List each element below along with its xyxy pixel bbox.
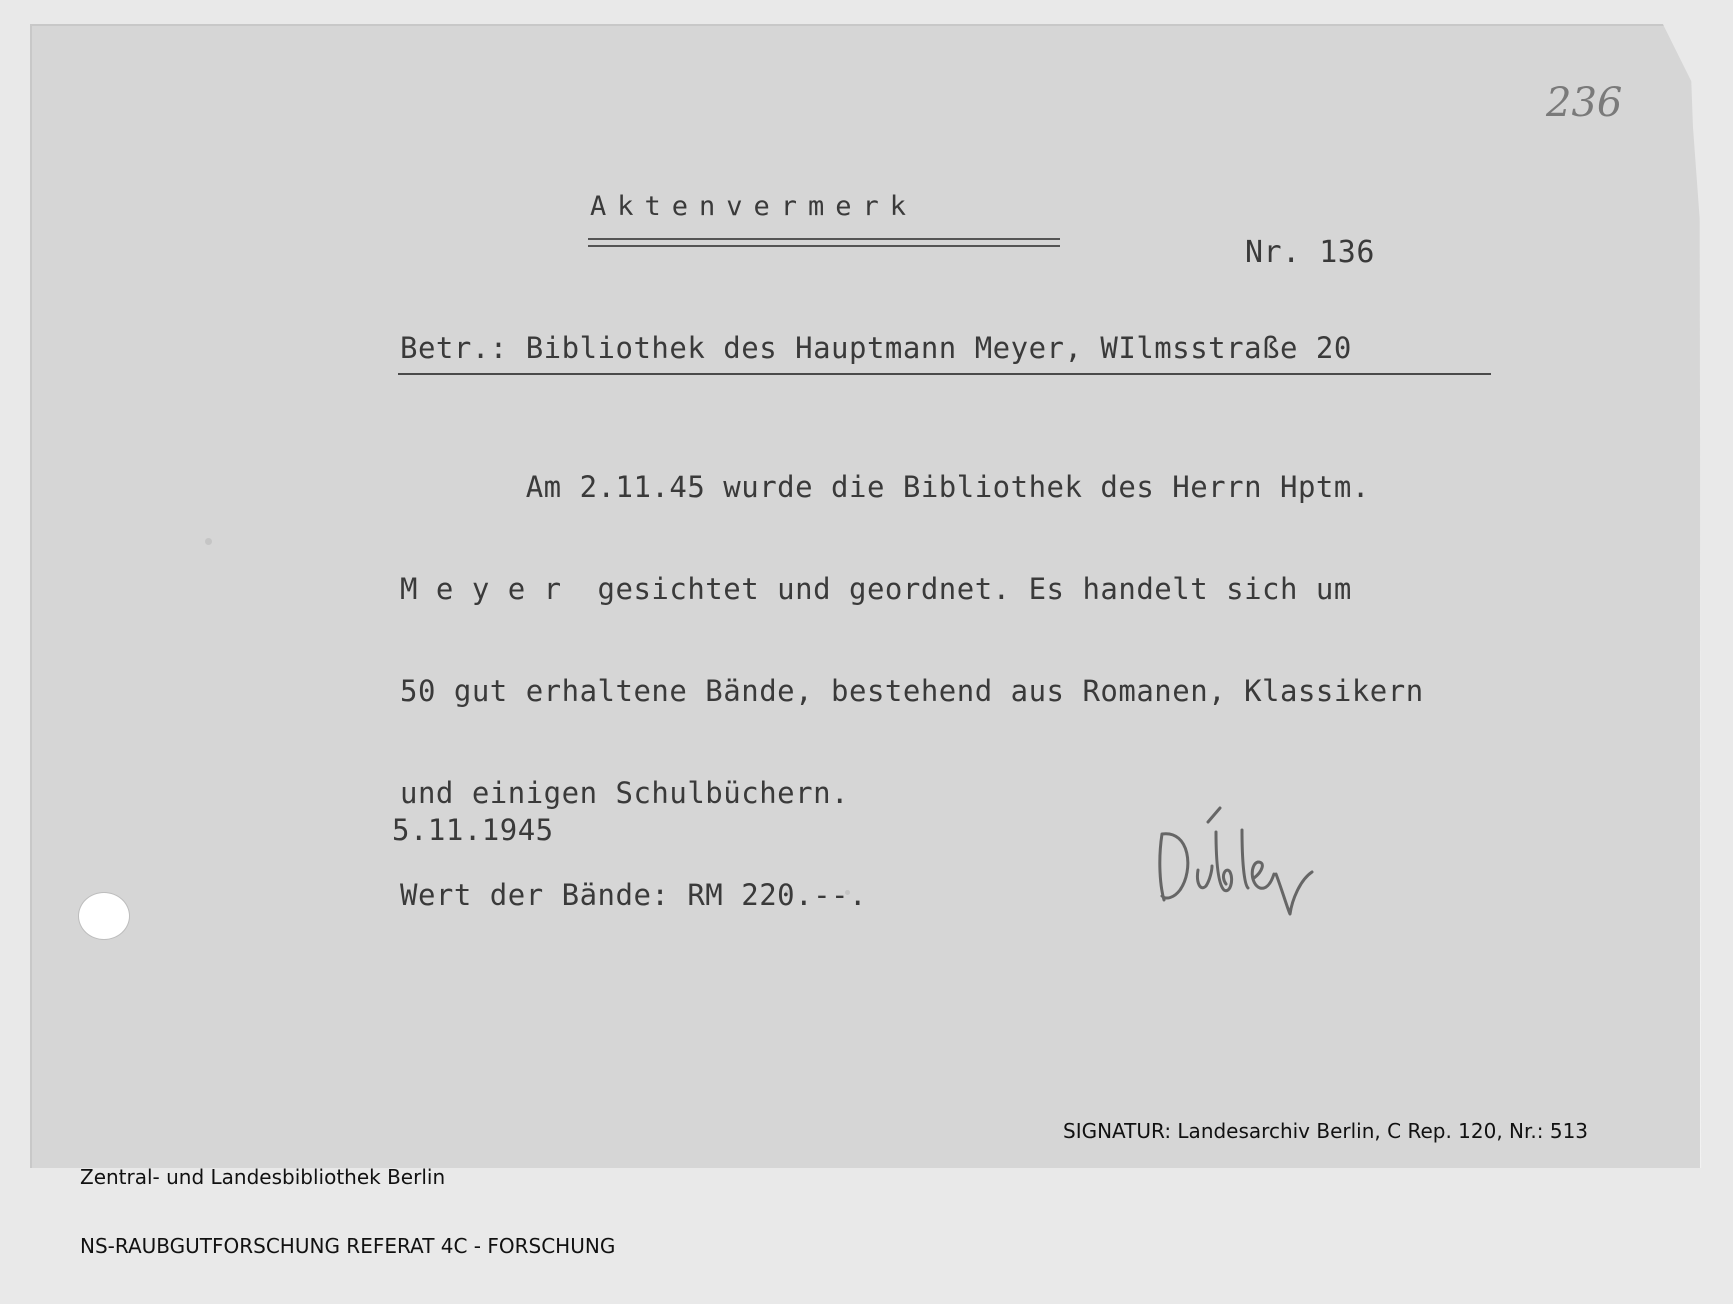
body-line: und einigen Schulbüchern. — [400, 776, 849, 810]
archive-institution: Zentral- und Landesbibliothek Berlin — [80, 1165, 446, 1189]
body-line: Am 2.11.45 wurde die Bibliothek des Herrn Hptm. — [400, 470, 1370, 504]
archive-department: NS-RAUBGUTFORSCHUNG REFERAT 4C - FORSCHUNG — [80, 1234, 616, 1258]
body-line: 50 gut erhaltene Bände, bestehend aus Romanen, Klassikern — [400, 674, 1424, 708]
page-number: 236 — [1546, 80, 1623, 126]
body-line: Wert der Bände: RM 220.--. — [400, 878, 867, 912]
handwritten-signature — [1150, 800, 1325, 920]
archive-signature-reference: SIGNATUR: Landesarchiv Berlin, C Rep. 120, Nr.: 513 — [1063, 1119, 1589, 1143]
paper-smudge — [205, 538, 212, 545]
document-title: Aktenvermerk — [590, 191, 918, 222]
subject-line: Betr.: Bibliothek des Hauptmann Meyer, WIlmsstraße 20 — [400, 331, 1352, 365]
punch-hole — [78, 892, 130, 940]
body-line: M e y e r gesichtet und geordnet. Es handelt sich um — [400, 572, 1352, 606]
archive-footer-left — [80, 1120, 615, 1304]
subject-underline — [398, 373, 1491, 375]
title-double-underline — [588, 238, 1060, 247]
document-number: Nr. 136 — [1245, 235, 1375, 270]
document-date: 5.11.1945 — [392, 813, 554, 847]
